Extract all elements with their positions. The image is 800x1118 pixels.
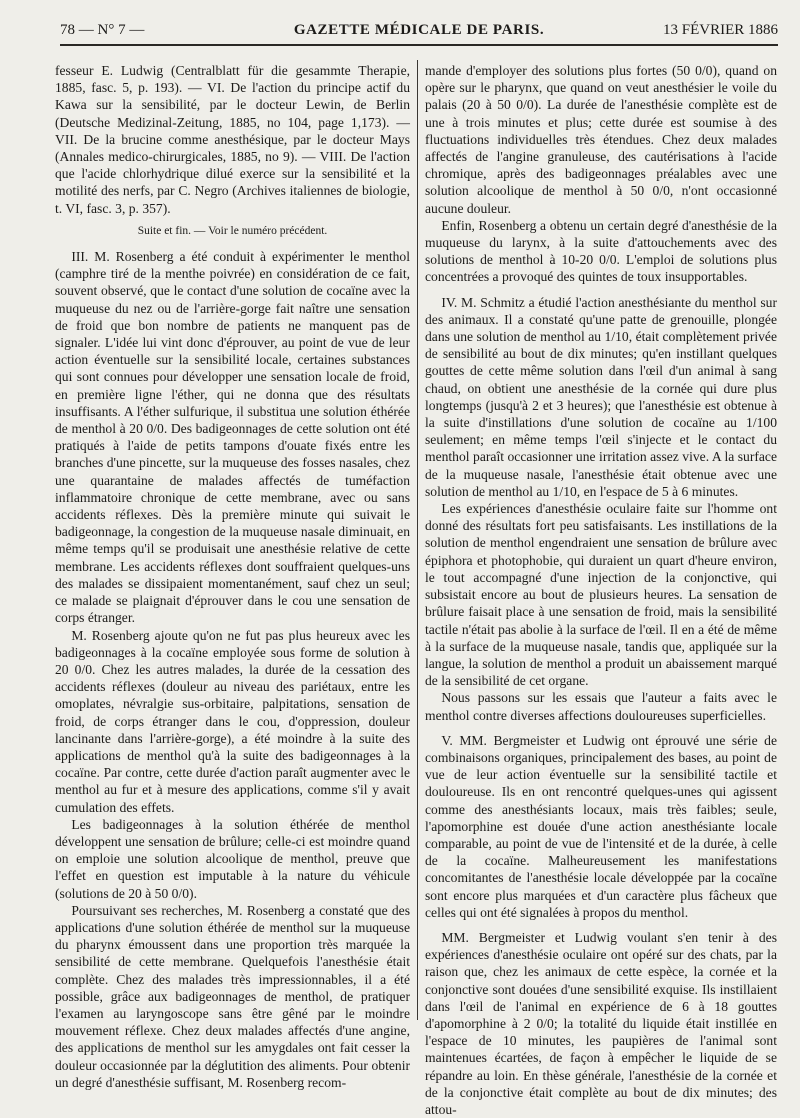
paragraph-larynx: Enfin, Rosenberg a obtenu un certain degré d'anesthésie de la muqueuse du larynx, à la suite d'attouchements avec des solutions de menthol à 10-20 0/0. L'emploi de solutions plus concentrées a provoqué des quintes de toux insupportables.	[425, 217, 777, 285]
column-divider	[417, 60, 418, 1020]
continuation-note: Suite et fin. — Voir le numéro précédent.	[137, 224, 328, 237]
page-number: 78 — N° 7 —	[60, 22, 145, 38]
bibliography-references: fesseur E. Ludwig (Centralblatt für die gesammte Therapie, 1885, fasc. 5, p. 193). — VI. De l'action du principe actif du Kawa sur la sensibilité, par le docteur Lewin, de Berlin (Deutsche Medizinal-Zeitung, 1885, no 104, page 1,173). — VII. De la brucine comme anesthésique, par le docteur Mays (Annales medico-chirurgicales, 1885, no 9). — VIII. De l'action que l'acide chlorhydrique dilué exerce sur la sensibilité et la motilité des nerfs, par C. Negro (Archives italiennes de biologie, t. VI, fasc. 3, p. 357).	[55, 63, 410, 216]
issue-date: 13 FÉVRIER 1886	[662, 22, 778, 38]
paragraph-bergmeister-ludwig: V. MM. Bergmeister et Ludwig ont éprouvé une série de combinaisons organiques, principalement des bases, au point de vue de leur action éventuelle sur la sensibilité tactile et douloureuse. Ils en ont rencontré quelques-unes qui agissent comme des anesthésiants locaux, mais très faibles; seule, l'apomorphine est douée d'une action anesthésiante locale comparable, au point de vue de l'intensité et de la durée, à celle de la cocaïne. Malheureusement les manifestations concomitantes de l'anesthésie locale développée par la cocaïne sont encore plus marquées et d'un caractère plus fâcheux que celles qui ont été signalées à propos du menthol.	[425, 732, 777, 920]
left-column	[55, 62, 410, 1091]
paragraph-ocular-human: Les expériences d'anesthésie oculaire faite sur l'homme ont donné des résultats fort peu satisfaisants. Les instillations de la solution de menthol engendraient une sensation de brûlure avec épiphora et photophobie, qui duraient un quart d'heure environ, le tout accompagné d'une injection de la conjonctive, qui subsistait encore au bout de plusieurs heures. La sensation de brûlure faisait place à une sensation de froid, mais la sensibilité tactile n'était pas abolie à la surface de l'œil. Il en a été de même à la surface de la muqueuse nasale, tandis que, appliquée sur la langue, la solution de menthol a produit un abaissement marqué de la sensibilité de cet organe.	[425, 501, 777, 689]
paragraph-ethereal-solution: Les badigeonnages à la solution éthérée de menthol développent une sensation de brûlure; celle-ci est moindre quand on emploie une solution alcoolique de menthol, preuve que l'effet en question est imputable à la nature du véhicule (solutions de 20 à 50 0/0).	[55, 816, 410, 901]
paragraph-affections: Nous passons sur les essais que l'auteur a faits avec le menthol contre diverses affections douloureuses superficielles.	[425, 690, 777, 723]
paragraph-pharynx: Poursuivant ses recherches, M. Rosenberg a constaté que des applications d'une solution éthérée de menthol sur la muqueuse du pharynx émoussent dans une proportion très marquée la sensibilité de cette membrane. Quelquefois l'anesthésie était complète. Chez des malades très impressionnables, il a été possible, grâce aux badigeonnages de menthol, de pratiquer l'examen au laryngoscope sans être gêné par le moindre mouvement réflexe. Chez deux malades affectés d'une angine, des applications de menthol sur les amygdales ont fait cesser la douleur occasionnée par la déglutition des aliments. Pour obtenir un degré d'anesthésie suffisant, M. Rosenberg recom-	[55, 902, 410, 1090]
publication-title: GAZETTE MÉDICALE DE PARIS.	[293, 22, 545, 38]
paragraph-cats-experiment: MM. Bergmeister et Ludwig voulant s'en tenir à des expériences d'anesthésie oculaire ont opéré sur des chats, par la raison que, chez les animaux de cette espèce, la cornée et la conjonctive sont douées d'une sensibilité exquise. Ils instillaient dans l'œil de l'animal en expérience de 6 à 18 gouttes d'apomorphine à 2 0/0; la totalité du liquide était instillée en l'espace de 10 minutes, les paupières de l'animal sont maintenues écartées, de façon à empêcher le liquide de se répandre au loin. En thèse générale, l'anesthésie de la cornée et de la conjonctive était complète au bout de dix minutes; des attou-	[425, 929, 777, 1117]
paragraph-schmitz: IV. M. Schmitz a étudié l'action anesthésiante du menthol sur des animaux. Il a constaté qu'une patte de grenouille, plongée dans une solution de menthol au 1/10, était complètement privée de sensibilité au bout de dix minutes; qu'en instillant quelques gouttes de cette même solution dans l'œil d'un animal à sang chaud, on obtient une anesthésie de la cornée qui dure plus longtemps (jusqu'à 2 et 3 heures); que l'anesthésie est obtenue à la suite d'instillations d'une solution de cocaïne au 1/100 seulement; en même temps l'œil s'injecte et le contact du menthol paraît occasionner une irritation assez vive. A la surface de la muqueuse nasale, l'anesthésie était obtenue avec une solution de menthol au 1/10, en l'espace de 5 à 6 minutes.	[425, 294, 777, 499]
paragraph-rosenberg-cocaine: M. Rosenberg ajoute qu'on ne fut pas plus heureux avec les badigeonnages à la cocaïne employée sous forme de solution à 20 0/0. Chez les autres malades, la durée de la cessation des accidents réflexes (douleur au niveau des pariétaux, entre les omoplates, névralgie sus-orbitaire, palpitations, sensation de froid, de corps étranger dans le cou, d'oppression, douleur lancinante dans l'arrière-gorge), a été moindre à la suite des applications de menthol qu'à la suite des badigeonnages à la cocaïne. Par contre, cette durée d'action paraît augmenter avec le menthol au fur et à mesure des applications, comme s'il y avait cumulation des effets.	[55, 627, 410, 815]
page-header	[60, 18, 778, 46]
paragraph-continuation: mande d'employer des solutions plus fortes (50 0/0), quand on opère sur le pharynx, que quand on veut anesthésier le voile du palais (20 à 50 0/0). La durée de l'anesthésie complète est de une à trois minutes et plus; cette durée est soumise à des fluctuations individuelles très étendues. Chez deux malades affectés de l'angine granuleuse, des cautérisations à l'acide chromique, après des badigeonnages préalables avec une solution alcoolique de menthol à 50 0/0, n'ont occasionné aucune douleur.	[425, 63, 777, 216]
paragraph-rosenberg-intro: III. M. Rosenberg a été conduit à expérimenter le menthol (camphre tiré de la menthe poivrée) en considération de ce fait, souvent observé, que le contact d'une solution de cocaïne avec la muqueuse du nez ou de l'arrière-gorge fait naître une sensation de froid que bon nombre de patients ne manquent pas de signaler. L'idée lui vint donc d'éprouver, au point de vue de leur action éventuelle sur la sensibilité locale, certaines substances qui sont connues pour développer une sensation locale de froid, en première ligne l'éther, qui ne donna que des résultats insuffisants. A l'éther sulfurique, il substitua une solution éthérée de menthol à 20 0/0. Des badigeonnages de cette solution ont été pratiqués à l'aide de petits tampons d'ouate fixés entre les branches d'une pincette, sur la muqueuse des fosses nasales, chez une quarantaine de malades affectés de tuméfaction inflammatoire chronique de cette membrane, avec ou sans accidents réflexes. Dès la première minute qui suivait le badigeonnage, la congestion de la muqueuse nasale diminuait, en même temps qu'il se produisait une anesthésie relative de cette membrane. Les accidents réflexes dont souffraient quelques-uns des malades se dissipaient momentanément, sauf chez un seul; ce malade se plaignait d'éprouver dans le cou une sensation de corps étranger.	[55, 249, 410, 626]
right-column	[425, 62, 777, 1118]
